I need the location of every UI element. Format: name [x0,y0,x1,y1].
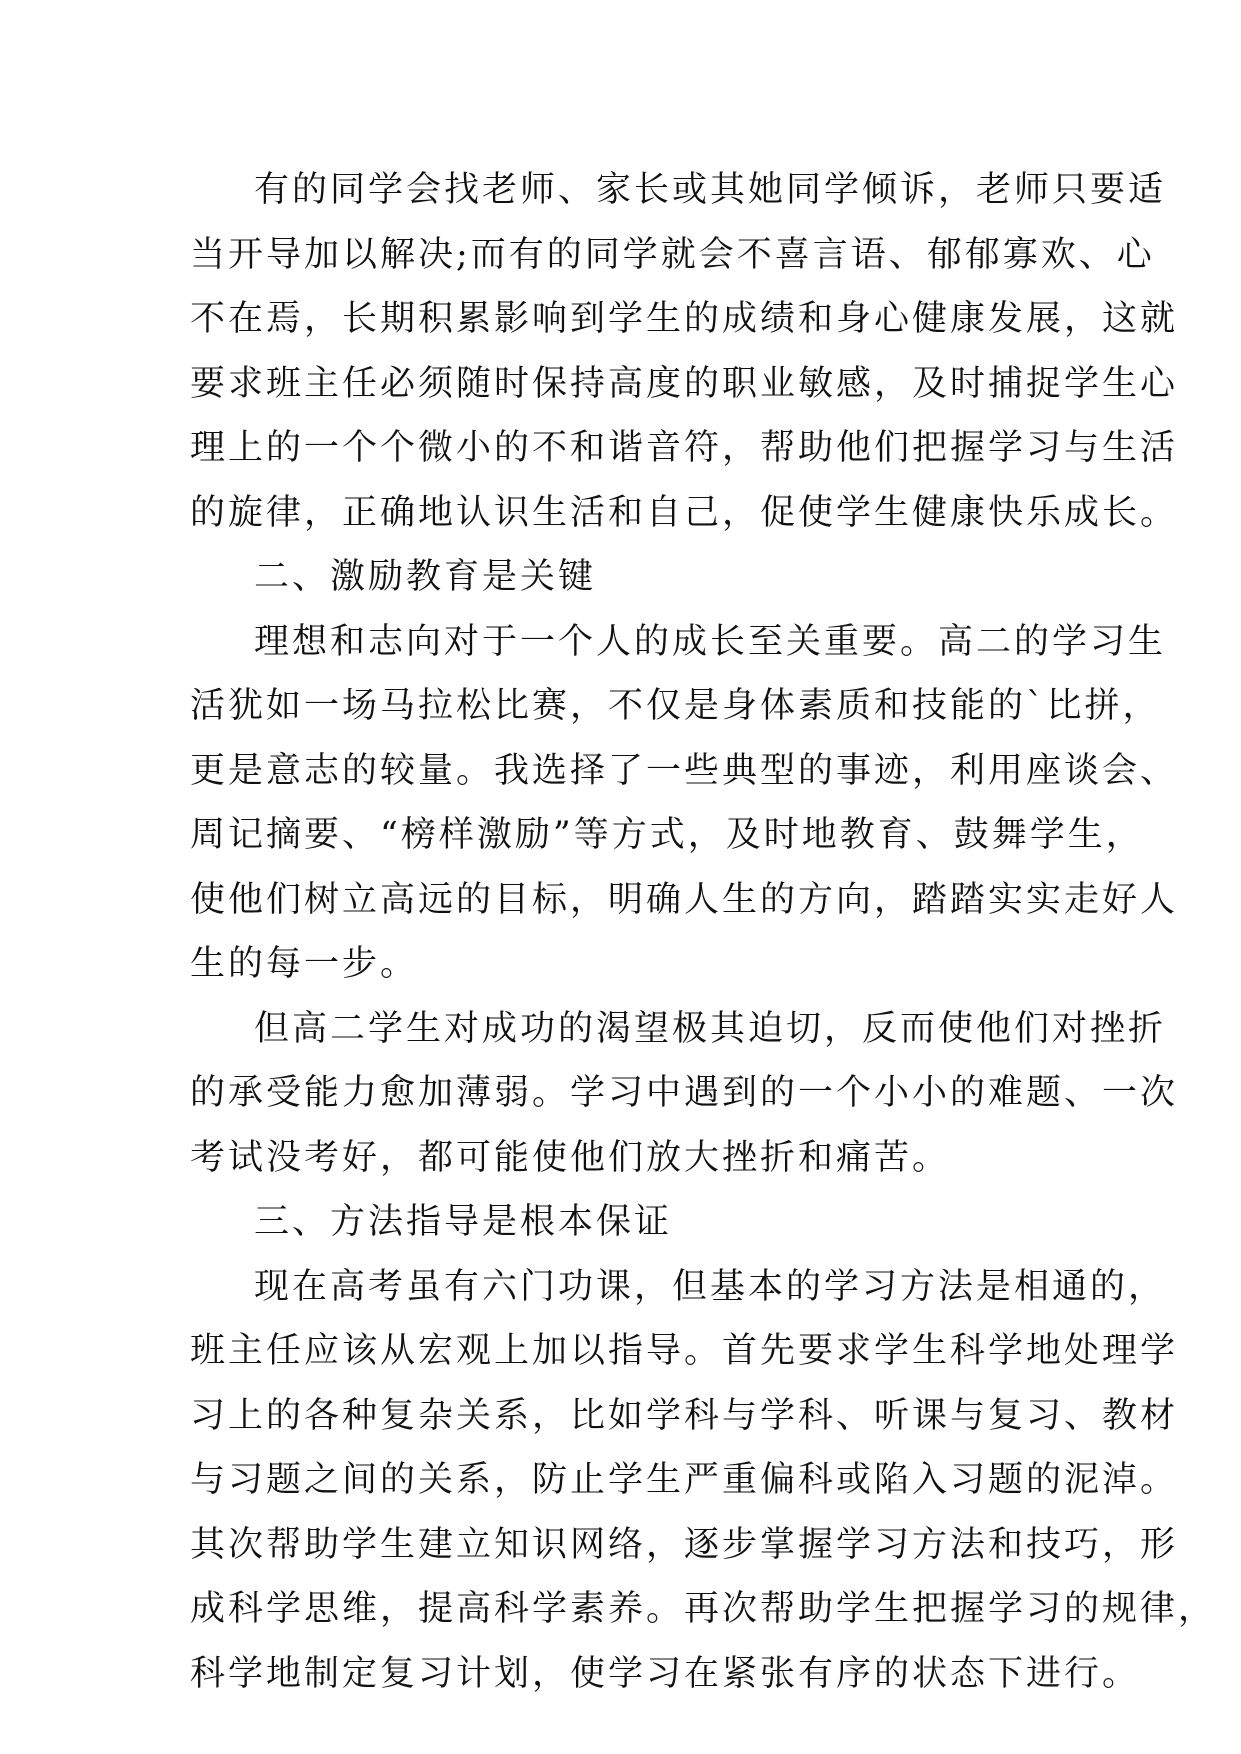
paragraph-line: 考试没考好，都可能使他们放大挫折和痛苦。 [190,1137,951,1178]
paragraph-line: 但高二学生对成功的渴望极其迫切，反而使他们对挫折 [254,1008,1167,1049]
paragraph-line: 的承受能力愈加薄弱。学习中遇到的一个小小的难题、一次 [190,1073,1179,1113]
paragraph-line: 当开导加以解决;而有的同学就会不喜言语、郁郁寡欢、心 [190,234,1155,275]
section-heading: 三、方法指导是根本保证 [254,1202,673,1242]
paragraph-line: 成科学思维，提高科学素养。再次帮助学生把握学习的规律， [190,1589,1217,1629]
section-heading: 二、激励教育是关键 [254,557,597,597]
paragraph-line: 不在焉，长期积累影响到学生的成绩和身心健康发展，这就 [190,299,1179,339]
paragraph-line: 其次帮助学生建立知识网络，逐步掌握学习方法和技巧，形 [190,1524,1179,1565]
paragraph-line: 要求班主任必须随时保持高度的职业敏感，及时捕捉学生心 [190,363,1179,404]
paragraph-line: 科学地制定复习计划，使学习在紧张有序的状态下进行。 [190,1653,1141,1694]
paragraph-line: 更是意志的较量。我选择了一些典型的事迹，利用座谈会、 [190,750,1179,791]
paragraph-line: 使他们树立高远的目标，明确人生的方向，踏踏实实走好人 [190,879,1179,920]
paragraph-line: 活犹如一场马拉松比赛，不仅是身体素质和技能的`比拼， [190,686,1161,726]
paragraph-line: 习上的各种复杂关系，比如学科与学科、听课与复习、教材 [190,1395,1179,1436]
paragraph-line: 周记摘要、“榜样激励”等方式，及时地教育、鼓舞学生， [190,815,1144,855]
document-body [190,158,1217,1706]
paragraph-line: 理想和志向对于一个人的成长至关重要。高二的学习生 [254,621,1167,662]
paragraph-line: 班主任应该从宏观上加以指导。首先要求学生科学地处理学 [190,1331,1179,1371]
paragraph-line: 理上的一个个微小的不和谐音符，帮助他们把握学习与生活 [190,428,1179,468]
paragraph-line: 的旋律，正确地认识生活和自己，促使学生健康快乐成长。 [190,492,1179,533]
paragraph-line: 与习题之间的关系，防止学生严重偏科或陷入习题的泥淖。 [190,1460,1179,1500]
paragraph-line: 有的同学会找老师、家长或其她同学倾诉，老师只要适 [254,170,1167,210]
paragraph-line: 现在高考虽有六门功课，但基本的学习方法是相通的， [254,1266,1167,1307]
paragraph-line: 生的每一步。 [190,944,419,984]
